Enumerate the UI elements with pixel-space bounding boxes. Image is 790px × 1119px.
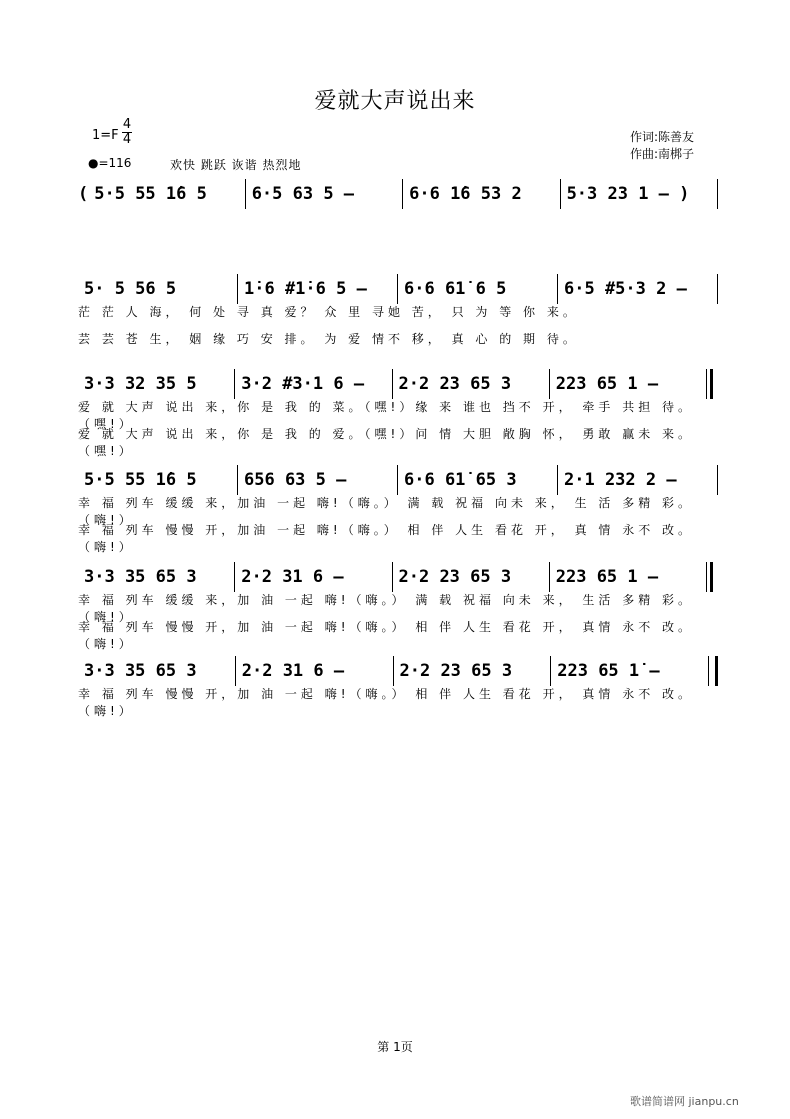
notes-line <box>78 370 718 398</box>
repeat-barline <box>706 369 718 399</box>
lyric-line: 幸 福 列车 缓缓 来，加 油 一起 嗨!（嗨。） 满 载 祝福 向未 来， 生活 多精 彩。（嗨!） <box>78 593 695 624</box>
measure: 223 65 1 – <box>555 567 659 587</box>
expression-mark: 欢快 跳跃 诙谐 热烈地 <box>170 158 302 172</box>
key-signature: 1=F <box>92 128 119 143</box>
measure: 3·3 35 65 3 <box>84 661 197 681</box>
composer: 作曲:南梆子 <box>630 147 695 161</box>
measure: 6·5 #5·3 2 – <box>564 279 687 299</box>
lyric-line: 茫 茫 人 海， 何 处 寻 真 爱？ 众 里 寻她 苦， 只 为 等 你 来。 <box>78 305 579 319</box>
score-row <box>78 370 738 458</box>
measure: 2·2 23 65 3 <box>398 567 512 587</box>
lyric-line: 幸 福 列车 缓缓 来，加油 一起 嗨!（嗨。） 满 载 祝福 向未 来， 生 活 多精 彩。（嗨!） <box>78 496 695 527</box>
measure: 2·2 23 65 3 <box>398 374 512 394</box>
lyric-line: 爱 就 大声 说出 来，你 是 我 的 菜。（嘿!）缘 来 谁也 挡不 开， 牵手 共担 待。（嘿!） <box>78 400 695 431</box>
measure: 1̇·6 #1̇·6 5 – <box>244 279 367 299</box>
measure: 6·5 63 5 – <box>251 184 355 204</box>
measure: 656 63 5 – <box>244 470 347 490</box>
score-row <box>78 275 738 346</box>
measure: 5·5 55 1̇6 5 <box>84 470 197 490</box>
lyric-line: 芸 芸 苍 生， 姻 缘 巧 安 排。 为 爱 情不 移， 真 心 的 期 待。 <box>78 332 579 346</box>
row-lead: ( <box>78 184 89 204</box>
tempo-mark <box>88 156 131 170</box>
measure: 223 65 1 – <box>555 374 659 394</box>
measure: 2·1 232 2 – <box>564 470 677 490</box>
barline <box>717 274 718 304</box>
measure: 6·6 61̇ 6 5 <box>404 279 507 299</box>
time-signature-top: 4 <box>122 117 132 132</box>
page-number: 第 1页 <box>377 1040 413 1054</box>
measure: 5·3 23 1 – ) <box>566 184 690 204</box>
measure: 2·2 23 65 3 <box>399 661 513 681</box>
notes-line <box>78 657 718 685</box>
song-title: 爱就大声说出来 <box>314 89 476 114</box>
score-row <box>78 657 738 718</box>
lyric-line: 幸 福 列车 慢慢 开，加 油 一起 嗨!（嗨。） 相 伴 人生 看花 开， 真情 永不 改。（嗨!） <box>78 620 695 651</box>
lyricist: 作词:陈善友 <box>630 130 695 144</box>
time-signature-bottom: 4 <box>122 132 132 147</box>
notes-line <box>78 466 718 494</box>
score-row <box>78 466 738 554</box>
barline <box>717 465 718 495</box>
measure: 223 65 1̇ – <box>557 661 660 681</box>
notes-line <box>78 275 718 303</box>
barline <box>717 179 718 209</box>
watermark: 歌谱简谱网 jianpu.cn <box>630 1095 739 1108</box>
measure: 6·6 61̇ 65 3 <box>404 470 517 490</box>
measure: 3·2 #3·1 6 – <box>241 374 365 394</box>
note-icon: ● <box>88 156 99 170</box>
tempo-value: =116 <box>98 156 132 170</box>
time-signature <box>120 118 134 147</box>
notes-line <box>78 563 718 591</box>
score-row <box>78 563 738 651</box>
measure: 5·5 55 1̇6 5 <box>94 184 207 204</box>
measure: 6·6 1̇6 53 2 <box>409 184 522 204</box>
lyric-line: 幸 福 列车 慢慢 开，加油 一起 嗨!（嗨。） 相 伴 人生 看花 开， 真 情 永不 改。（嗨!） <box>78 523 695 554</box>
measure: 3·3 32 35 5 <box>84 374 197 394</box>
measure: 5· 5 56 5 <box>84 279 177 299</box>
score-row <box>78 180 738 220</box>
measure: 2·2 31 6 – <box>241 567 344 587</box>
lyric-line: 爱 就 大声 说出 来，你 是 我 的 爱。（嘿!）问 情 大胆 敞胸 怀， 勇敢 赢未 来。（嘿!） <box>78 427 695 458</box>
notes-line <box>78 180 718 208</box>
final-barline <box>708 656 718 686</box>
lyric-line: 幸 福 列车 慢慢 开，加 油 一起 嗨!（嗨。） 相 伴 人生 看花 开， 真情 永不 改。（嗨!） <box>78 687 695 718</box>
repeat-barline <box>706 562 718 592</box>
measure: 2·2 31 6 – <box>241 661 345 681</box>
measure: 3·3 35 65 3 <box>84 567 197 587</box>
